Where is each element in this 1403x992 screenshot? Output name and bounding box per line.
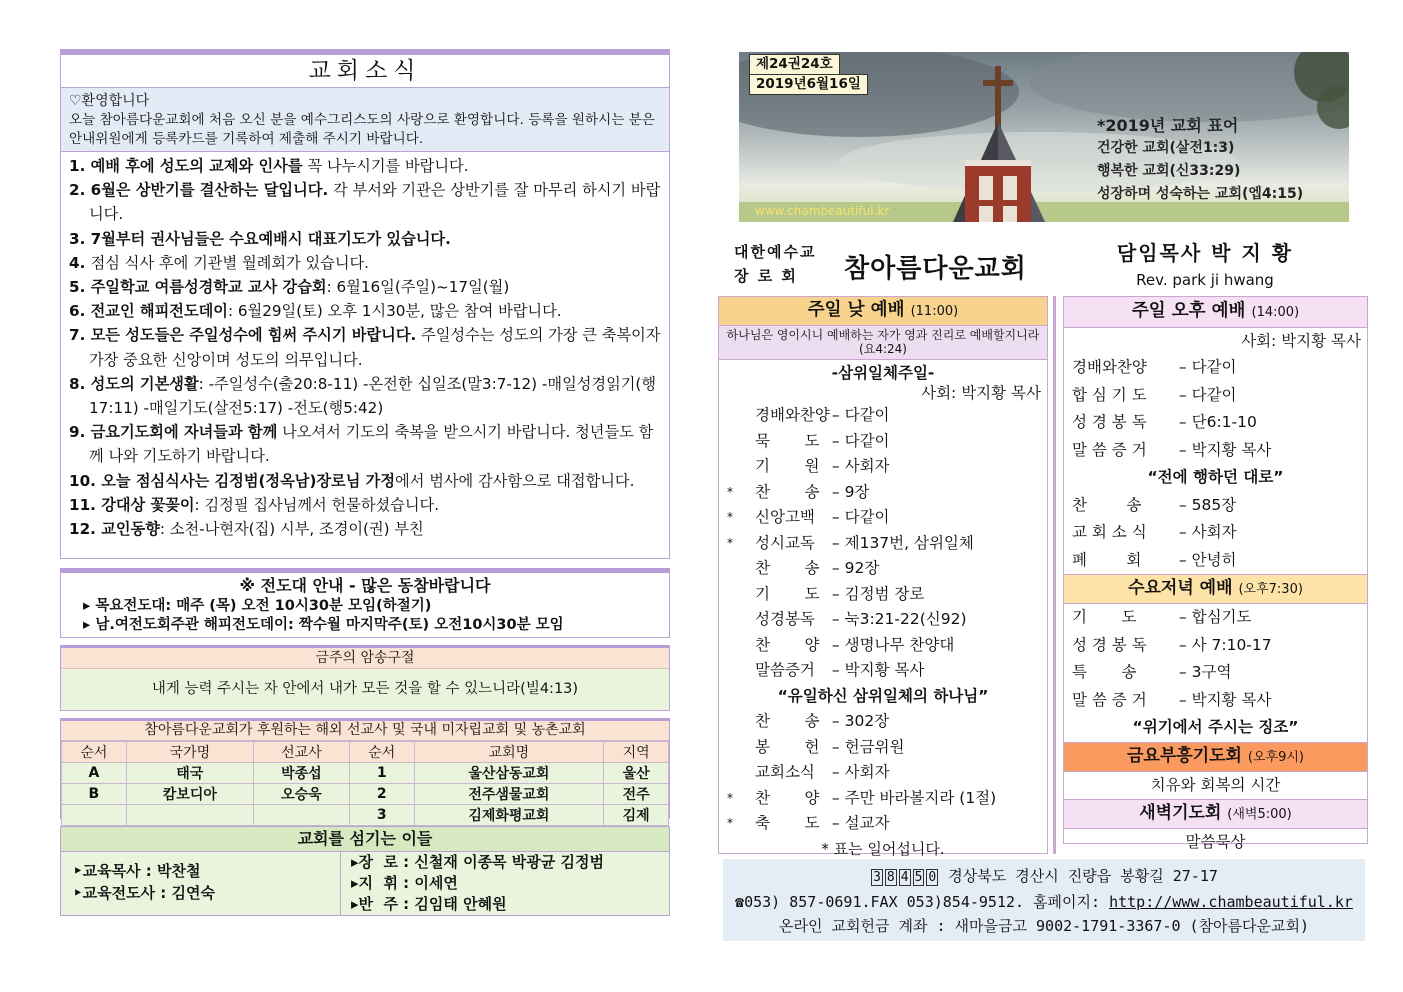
news-item-number: 3. xyxy=(69,229,91,248)
order-item xyxy=(719,658,1047,684)
fri-service-header xyxy=(1064,742,1367,772)
pastor-korean: 담임목사 박 지 황 xyxy=(1116,241,1294,265)
news-list xyxy=(61,152,669,541)
am-service-time: (11:00) xyxy=(910,304,959,319)
news-item-emphasis: 성도의 기본생활 xyxy=(90,374,199,393)
news-item-number: 6. xyxy=(69,302,91,321)
order-name: 기 도 xyxy=(1072,608,1137,626)
mission-title: 참아름다운교회가 후원하는 해외 선교사 및 국내 미자립교회 및 농촌교회 xyxy=(61,721,669,741)
evangelism-row: ▸ 남.여전도회주관 해피전도데이: 짝수월 마지막주(토) 오전10시30분 모임 xyxy=(83,617,564,633)
order-item xyxy=(719,480,1047,506)
order-name: 교 회 소 식 xyxy=(1072,523,1147,541)
order-item xyxy=(719,403,1047,429)
denomination-line: 대한예수교 xyxy=(734,243,817,261)
servant-line: ▸지 휘 : 이세연 xyxy=(351,874,458,892)
dawn-service-title: 새벽기도회 xyxy=(1139,802,1222,823)
church-name: 참아름다운교회 xyxy=(844,254,1027,284)
order-name: 찬 송 xyxy=(755,712,820,730)
news-item xyxy=(69,299,661,323)
motto-line: 건강한 교회(살전1:3) xyxy=(1097,140,1235,156)
order-name: 신앙고백 xyxy=(755,508,815,526)
order-name: 축 도 xyxy=(755,814,820,832)
order-item xyxy=(1064,547,1367,575)
mission-cell: 전주샘물교회 xyxy=(414,784,604,805)
am-scripture: 하나님은 영이시니 예배하는 자가 영과 진리로 예배할지니라(요4:24) xyxy=(719,326,1047,360)
order-value: – 안녕히 xyxy=(1174,550,1237,569)
news-item-number: 11. xyxy=(69,495,102,514)
order-item xyxy=(719,429,1047,455)
order-name: 성시교독 xyxy=(755,533,815,552)
order-item xyxy=(719,735,1047,761)
mission-cell: 오승욱 xyxy=(253,784,349,805)
news-item-number: 9. xyxy=(69,423,91,442)
order-name: 성 경 봉 독 xyxy=(1072,413,1147,431)
zip-digit: 8 xyxy=(886,870,895,885)
zip-digit: 5 xyxy=(914,870,923,885)
servant-line: ‣교육전도사 : 김연숙 xyxy=(73,884,215,902)
evangelism-box xyxy=(60,568,670,638)
order-value: – 주만 바라볼지라 (1절) xyxy=(827,788,997,807)
zip-code xyxy=(870,867,939,885)
standing-mark: * xyxy=(727,535,733,550)
news-item-number: 10. xyxy=(69,471,102,490)
order-value: – 다같이 xyxy=(1174,358,1237,376)
servant-line: ▸장 로 : 신철재 이종목 박광균 김정범 xyxy=(351,853,604,871)
news-item-number: 1. xyxy=(69,157,91,175)
dawn-service-time: (새벽5:00) xyxy=(1227,806,1292,822)
order-item xyxy=(719,811,1047,837)
news-item-text: 나오셔서 기도의 축복을 받으시기 바랍니다. 청년들도 함께 나와 기도하기 바랍니다. xyxy=(89,423,654,466)
news-item-emphasis: 7월부터 권사님들은 수요예배시 대표기도가 있습니다. xyxy=(90,229,451,248)
news-item-text: 꼭 나누시기를 바랍니다. xyxy=(302,157,469,175)
order-value: – 헌금위원 xyxy=(827,737,905,756)
date-badge: 2019년6월16일 xyxy=(749,74,868,95)
mission-cell: 2 xyxy=(349,784,414,805)
news-item-number: 4. xyxy=(69,253,91,272)
denomination xyxy=(734,240,816,288)
order-item xyxy=(719,556,1047,582)
order-item xyxy=(1064,382,1367,410)
news-item xyxy=(69,154,661,178)
am-service-header xyxy=(719,297,1047,326)
mission-header-cell: 국가명 xyxy=(126,742,253,763)
denomination-line: 장 로 회 xyxy=(734,267,798,285)
order-name: 기 도 xyxy=(755,584,820,603)
mission-cell xyxy=(126,805,253,826)
news-item-emphasis: 교인동향 xyxy=(101,520,160,539)
mission-header-cell: 지역 xyxy=(604,742,669,763)
sermon-title: “위기에서 주시는 징조” xyxy=(1132,718,1299,736)
mission-row xyxy=(62,805,669,826)
mission-header-row xyxy=(62,742,669,763)
order-item xyxy=(1064,354,1367,382)
order-value: – 다같이 xyxy=(827,508,890,526)
servants-title: 교회를 섬기는 이들 xyxy=(61,827,669,852)
news-item xyxy=(69,227,661,251)
order-name: 말씀증거 xyxy=(755,661,815,679)
memory-verse-text: 내게 능력 주시는 자 안에서 내가 모든 것을 할 수 있느니라(빌4:13) xyxy=(151,681,579,697)
zip-digit: 4 xyxy=(900,870,909,885)
servant-line: ▸반 주 : 김임태 안혜원 xyxy=(351,895,507,913)
order-value: – 92장 xyxy=(827,559,880,577)
mission-cell: 전주 xyxy=(604,784,669,805)
am-order-list xyxy=(719,403,1047,837)
news-item-text: : 소천-나현자(집) 시부, 조경이(권) 부친 xyxy=(159,520,424,539)
standing-mark: * xyxy=(727,816,733,830)
order-value: – 제137번, 삼위일체 xyxy=(827,533,974,552)
church-brand xyxy=(730,238,1060,290)
sunday-morning-service xyxy=(718,296,1048,858)
mission-cell: B xyxy=(62,784,127,805)
news-item xyxy=(69,178,661,226)
order-value: – 585장 xyxy=(1174,495,1237,514)
news-item-emphasis: 전교인 해피전도데이 xyxy=(90,302,228,321)
address-line xyxy=(723,864,1365,890)
order-value: – 사회자 xyxy=(1174,523,1237,541)
mission-cell xyxy=(253,805,349,826)
news-item-text: 주일성수는 성도의 가장 큰 축복이자 가장 중요한 신앙이며 성도의 의무입니다. xyxy=(89,326,661,369)
order-value: – 단6:1-10 xyxy=(1174,413,1257,431)
other-services-panel xyxy=(1063,296,1368,851)
servants-right xyxy=(351,852,671,915)
pm-presider: 사회: 박지황 목사 xyxy=(1241,332,1361,350)
order-value: – 박지황 목사 xyxy=(1174,440,1272,459)
order-value: – 합심기도 xyxy=(1174,608,1252,626)
fri-service-time: (오후9시) xyxy=(1247,749,1304,765)
order-name: 찬 양 xyxy=(755,635,820,654)
address-footer xyxy=(723,859,1365,941)
order-name: 교회소식 xyxy=(755,763,815,781)
mission-cell: A xyxy=(62,763,127,784)
order-item xyxy=(719,786,1047,812)
order-value: – 사회자 xyxy=(827,763,890,781)
volume-badge: 제24권24호 xyxy=(749,54,840,75)
photo-url: www.chambeautiful.kr xyxy=(755,204,890,218)
order-item xyxy=(719,607,1047,633)
account-line: 온라인 교회헌금 계좌 : 새마을금고 9002-1791-3367-0 (참아름다운교회) xyxy=(778,917,1310,935)
homepage-link[interactable]: http://www.chambeautiful.kr xyxy=(1109,893,1353,911)
order-item xyxy=(719,505,1047,531)
pastor-english: Rev. park ji hwang xyxy=(1136,271,1274,289)
sermon-title: “전에 행하던 대로” xyxy=(1147,468,1284,486)
news-item xyxy=(69,469,661,493)
order-item xyxy=(1064,687,1367,715)
church-news-panel xyxy=(60,49,670,559)
order-item xyxy=(1064,519,1367,547)
am-footnote: * 표는 일어섭니다. xyxy=(821,839,945,858)
news-item-number: 2. xyxy=(69,181,91,200)
evangelism-row: ▸ 목요전도대: 매주 (목) 오전 10시30분 모임(하절기) xyxy=(83,598,432,614)
pm-order-list xyxy=(1064,354,1367,574)
news-item-number: 7. xyxy=(69,326,91,345)
contact-line xyxy=(723,890,1365,914)
mission-cell: 박종섭 xyxy=(253,763,349,784)
order-name: 경배와찬양 xyxy=(1072,358,1147,376)
memory-verse-box xyxy=(60,645,670,711)
order-name: 기 원 xyxy=(755,457,820,475)
news-item-text: 점심 식사 후에 기관별 월례회가 있습니다. xyxy=(90,253,370,272)
dawn-service-header xyxy=(1064,799,1367,829)
order-item xyxy=(719,633,1047,659)
dawn-service-text: 말씀묵상 xyxy=(1185,832,1246,851)
news-item xyxy=(69,372,661,420)
mission-cell: 캄보디아 xyxy=(126,784,253,805)
order-value: – 설교자 xyxy=(827,814,890,832)
order-item xyxy=(719,531,1047,557)
column-divider xyxy=(1053,296,1056,854)
mission-row xyxy=(62,763,669,784)
news-item-emphasis: 6월은 상반기를 결산하는 달입니다. xyxy=(90,181,329,200)
order-name: 경배와찬양 xyxy=(755,406,830,424)
order-item xyxy=(1064,632,1367,660)
pm-service-title: 주일 오후 예배 xyxy=(1131,301,1246,321)
news-item-emphasis: 예배 후에 성도의 교제와 인사를 xyxy=(90,157,303,175)
order-item xyxy=(719,760,1047,786)
order-value: – 다같이 xyxy=(827,431,890,450)
pm-service-header xyxy=(1064,297,1367,328)
mission-cell: 3 xyxy=(349,805,414,826)
order-item xyxy=(1064,604,1367,632)
news-item-emphasis: 주일학교 여름성경학교 교사 강습회 xyxy=(90,278,327,297)
news-item-emphasis: 강대상 꽃꽂이 xyxy=(101,495,195,514)
mission-cell: 김제화평교회 xyxy=(414,805,604,826)
order-value: – 박지황 목사 xyxy=(1174,690,1272,709)
motto-line: 성장하며 성숙하는 교회(엡4:15) xyxy=(1097,186,1304,202)
wed-service-header xyxy=(1064,574,1367,604)
am-presider: 사회: 박지황 목사 xyxy=(921,384,1041,402)
welcome-text: 오늘 참아름다운교회에 처음 오신 분을 예수그리스도의 사랑으로 환영합니다. 등록을 원하시는 분은 안내위원에게 등록카드를 기록하여 제출해 주시기 바랍니다. xyxy=(69,112,655,147)
evangelism-title: ※ 전도대 안내 - 많은 동참바랍니다 xyxy=(239,576,491,595)
mission-cell: 울산삼동교회 xyxy=(414,763,604,784)
order-value: – 9장 xyxy=(827,482,870,501)
mission-cell: 1 xyxy=(349,763,414,784)
order-value: – 생명나무 찬양대 xyxy=(827,635,955,654)
order-value: – 김정범 장로 xyxy=(827,584,925,603)
standing-mark: * xyxy=(727,484,733,499)
sermon-title: “유일하신 삼위일체의 하나님” xyxy=(777,686,989,705)
order-item xyxy=(1064,659,1367,687)
order-value: – 다같이 xyxy=(827,406,890,424)
news-item xyxy=(69,323,661,371)
news-item xyxy=(69,420,661,468)
am-subtitle: -삼위일체주일- xyxy=(831,364,935,382)
order-value: – 사회자 xyxy=(827,457,890,475)
order-name: 봉 헌 xyxy=(755,737,820,756)
servant-line: ‣교육목사 : 박찬철 xyxy=(73,862,201,880)
order-name: 특 송 xyxy=(1072,663,1137,681)
order-value: – 눅3:21-22(신92) xyxy=(827,610,967,628)
mission-header-cell: 교회명 xyxy=(414,742,604,763)
order-value: – 박지황 목사 xyxy=(827,661,925,679)
mission-cell xyxy=(62,805,127,826)
mission-support-box xyxy=(60,718,670,824)
news-item-text: 에서 범사에 감사함으로 대접합니다. xyxy=(395,471,635,490)
mission-cell: 태국 xyxy=(126,763,253,784)
fri-service-title: 금요부흥기도회 xyxy=(1127,745,1242,766)
news-item-number: 5. xyxy=(69,278,91,297)
welcome-box xyxy=(61,88,669,152)
news-item-text: : 6월29일(토) 오후 1시30분, 많은 참여 바랍니다. xyxy=(227,302,562,321)
order-item xyxy=(719,709,1047,735)
order-name: 찬 송 xyxy=(755,482,820,501)
standing-mark: * xyxy=(727,510,733,524)
mission-cell: 김제 xyxy=(604,805,669,826)
church-motto xyxy=(1097,114,1303,206)
welcome-heading: ♡환영합니다 xyxy=(69,93,150,109)
news-item-number: 12. xyxy=(69,520,102,539)
news-item xyxy=(69,517,661,541)
memory-verse-title: 금주의 암송구절 xyxy=(61,648,669,669)
news-item xyxy=(69,493,661,517)
wed-service-time: (오후7:30) xyxy=(1238,582,1303,597)
order-name: 성경봉독 xyxy=(755,610,815,628)
zip-digit: 3 xyxy=(873,870,881,885)
order-name: 합 심 기 도 xyxy=(1072,385,1147,404)
order-value: – 302장 xyxy=(827,712,890,730)
fri-service-text: 치유와 회복의 시간 xyxy=(1150,775,1281,794)
order-item xyxy=(719,582,1047,608)
news-item xyxy=(69,275,661,299)
news-item-text: : -주일성수(출20:8-11) -온전한 십일조(말3:7-12) -매일성경읽기(행17:11) -매일기도(살전5:17) -전도(행5:42) xyxy=(89,374,657,418)
news-item-emphasis: 모든 성도들은 주일성수에 힘써 주시기 바랍니다. xyxy=(90,326,417,345)
standing-mark: * xyxy=(727,790,733,805)
news-item-text: 각 부서와 기관은 상반기를 잘 마무리 하시기 바랍니다. xyxy=(89,181,661,224)
order-name: 찬 송 xyxy=(755,559,820,577)
order-name: 성 경 봉 독 xyxy=(1072,635,1147,654)
mission-header-cell: 순서 xyxy=(349,742,414,763)
mission-header-cell: 선교사 xyxy=(253,742,349,763)
order-value: – 3구역 xyxy=(1174,663,1232,681)
order-name: 폐 회 xyxy=(1072,550,1142,569)
order-item xyxy=(1064,437,1367,465)
order-item xyxy=(1064,492,1367,520)
mission-cell: 울산 xyxy=(604,763,669,784)
order-item xyxy=(1064,409,1367,437)
news-item-emphasis: 오늘 점심식사는 김정범(정옥남)장로님 가정 xyxy=(101,471,396,490)
motto-line: 행복한 교회(신33:29) xyxy=(1097,163,1241,179)
servants-box xyxy=(60,826,670,916)
street-address: 경상북도 경산시 진량읍 봉황길 27-17 xyxy=(948,867,1218,885)
order-name: 말 씀 증 거 xyxy=(1072,690,1147,709)
zip-digit: 0 xyxy=(928,870,937,885)
am-service-title: 주일 낮 예배 xyxy=(807,300,905,320)
order-value: – 다같이 xyxy=(1174,385,1237,404)
news-item xyxy=(69,251,661,275)
wed-order-list xyxy=(1064,604,1367,742)
order-item xyxy=(719,454,1047,480)
news-item-text: : 6월16일(주일)~17일(월) xyxy=(326,278,510,297)
order-name: 찬 송 xyxy=(1072,495,1142,514)
mission-table xyxy=(61,741,669,826)
mission-header-cell: 순서 xyxy=(62,742,127,763)
servants-left xyxy=(61,852,341,916)
order-value: – 사 7:10-17 xyxy=(1174,635,1272,654)
pm-service-time: (14:00) xyxy=(1251,305,1300,320)
phone-fax: ☎053) 857-0691.FAX 053)854-9512. 홈페이지: xyxy=(735,893,1110,911)
pastor-info xyxy=(1090,240,1320,292)
news-item-emphasis: 금요기도회에 자녀들과 함께 xyxy=(90,423,278,442)
mission-row xyxy=(62,784,669,805)
order-name: 묵 도 xyxy=(755,431,820,450)
order-name: 찬 양 xyxy=(755,788,820,807)
motto-heading: *2019년 교회 표어 xyxy=(1097,116,1239,135)
header-photo xyxy=(739,52,1349,222)
news-item-number: 8. xyxy=(69,374,91,393)
news-item-text: : 김정필 집사님께서 헌물하셨습니다. xyxy=(194,495,440,514)
church-news-title: 교회소식 xyxy=(61,55,669,88)
wed-service-title: 수요저녁 예배 xyxy=(1128,578,1233,598)
order-name: 말 씀 증 거 xyxy=(1072,440,1147,459)
